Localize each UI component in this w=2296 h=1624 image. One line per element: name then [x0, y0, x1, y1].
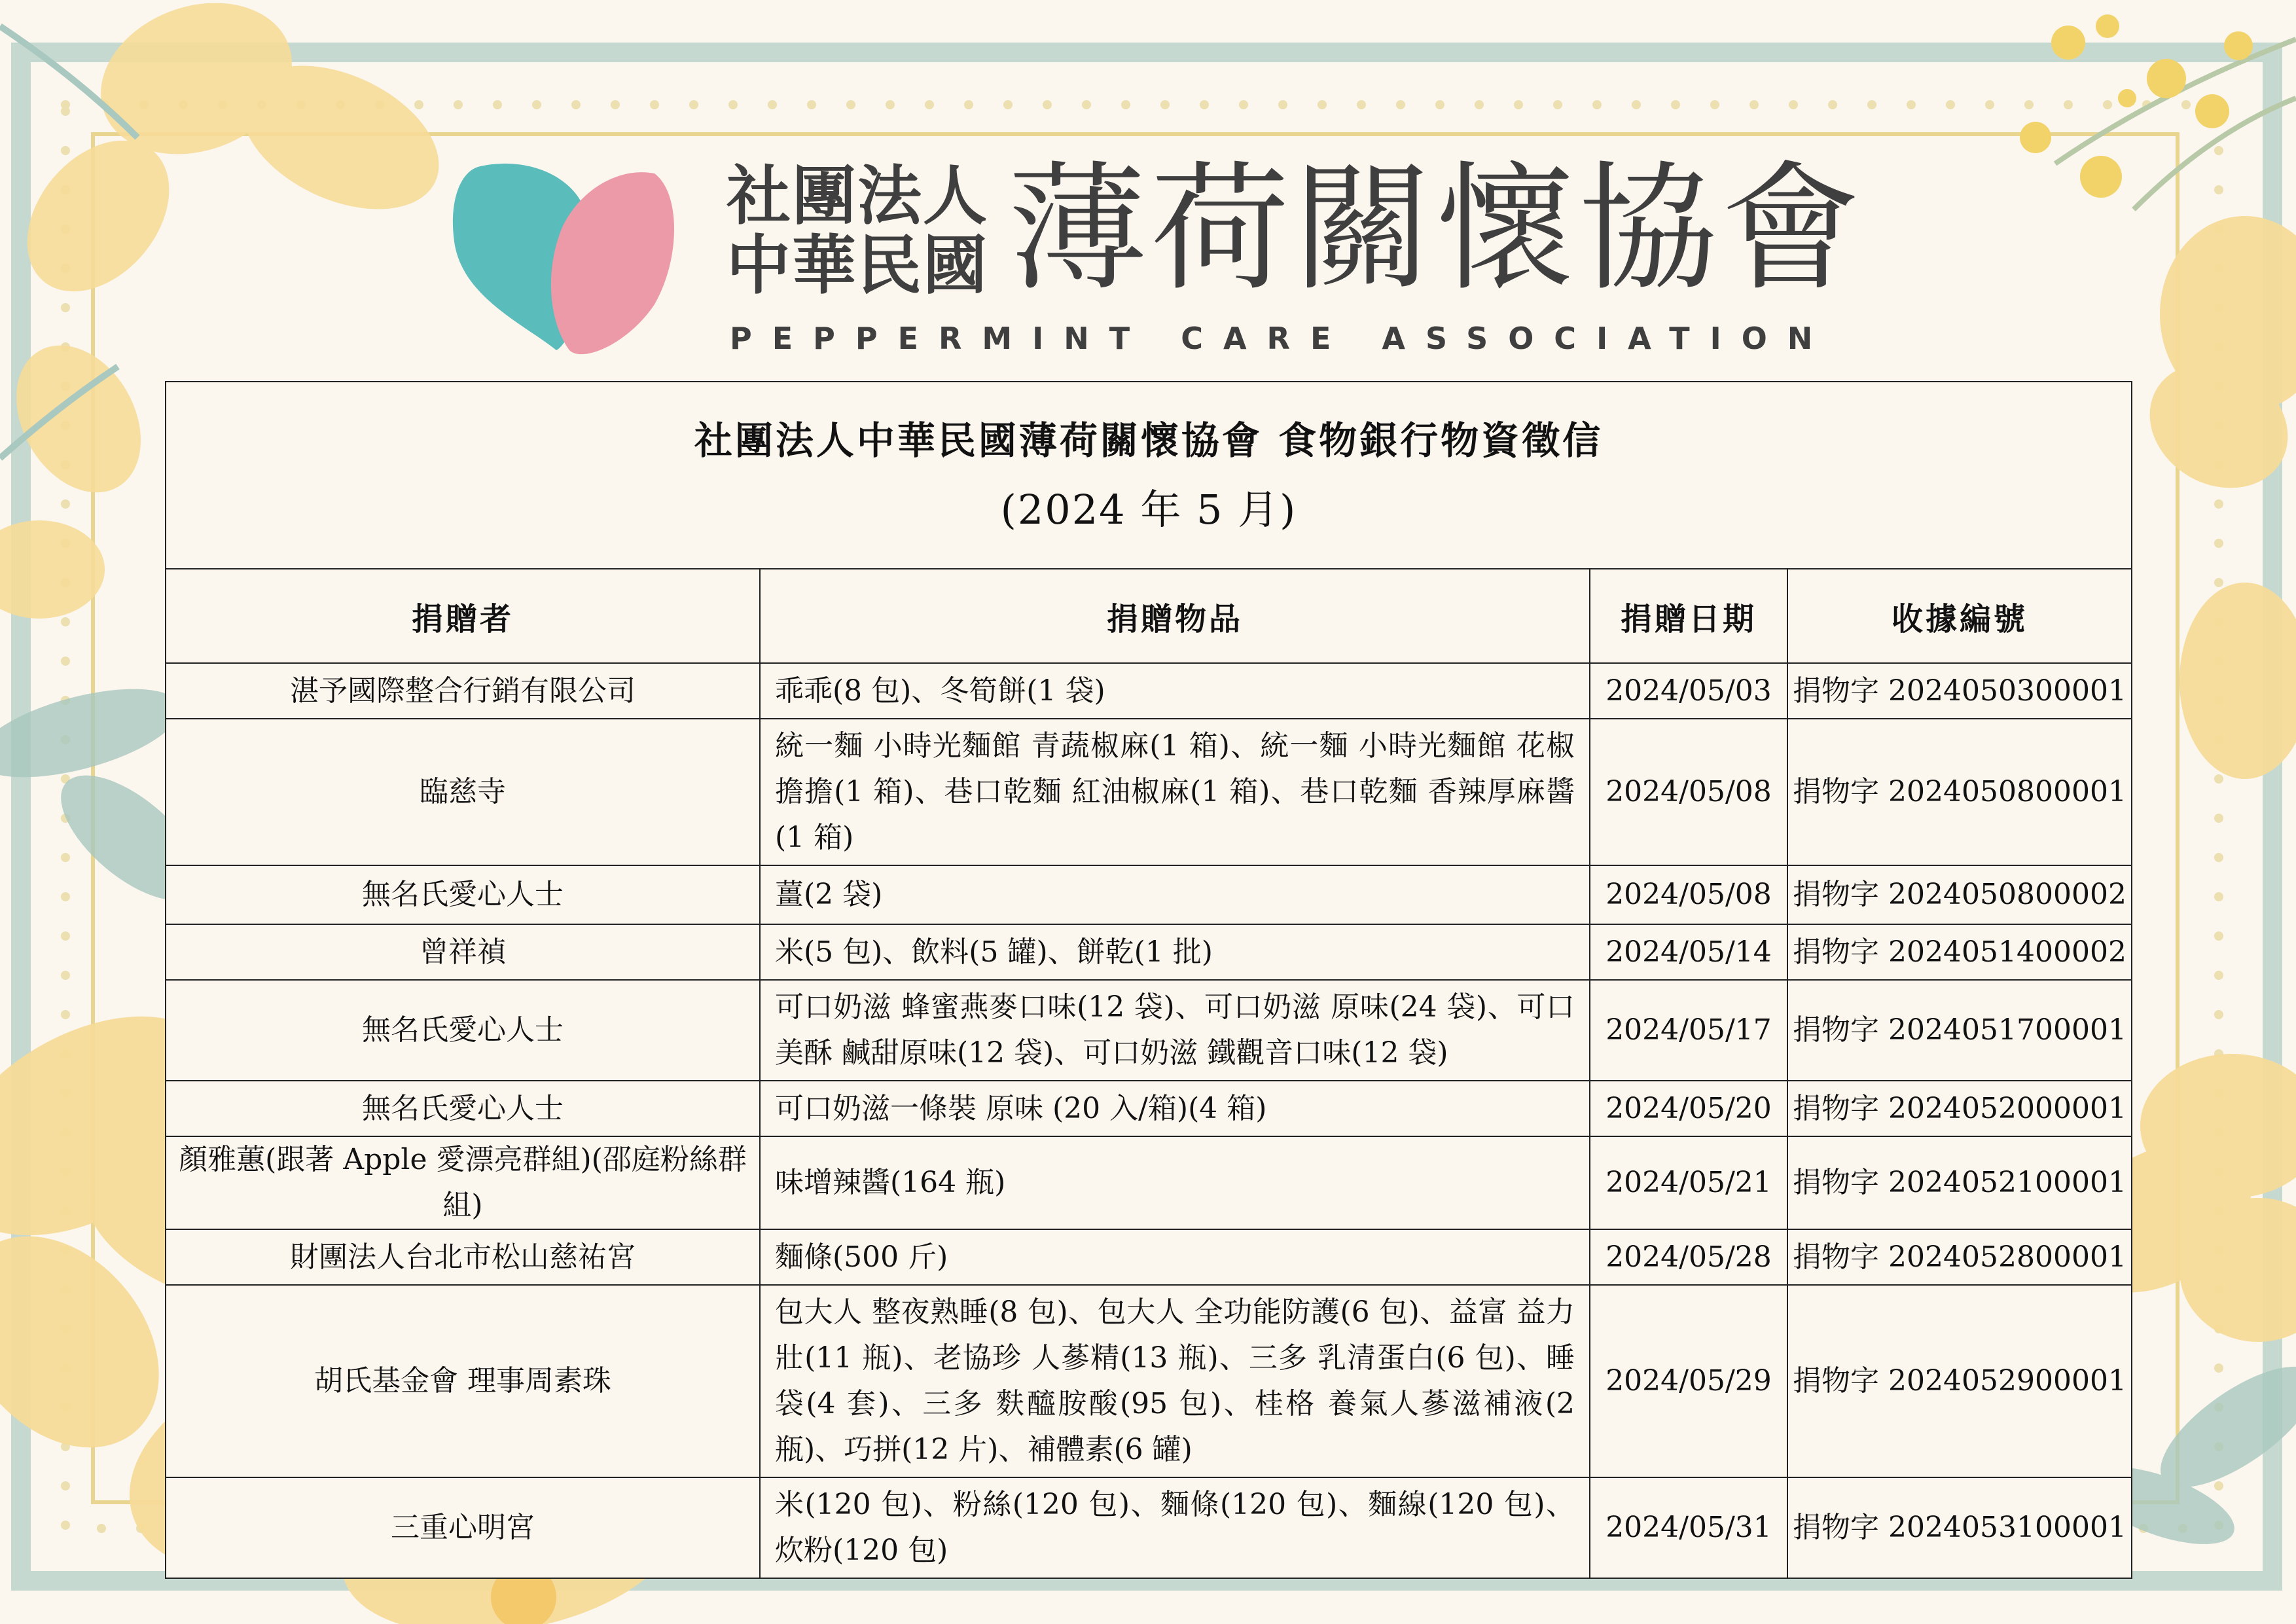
table-row [166, 865, 2132, 924]
receipt-cell: 捐物字 2024051400002 [1787, 924, 2132, 980]
date-cell: 2024/05/17 [1590, 980, 1787, 1081]
table-header-row [166, 569, 2132, 663]
table-row [166, 1477, 2132, 1578]
donation-table [165, 381, 2132, 1579]
donor-cell: 無名氏愛心人士 [166, 865, 760, 924]
receipt-cell: 捐物字 2024052000001 [1787, 1081, 2132, 1136]
items-cell: 包大人 整夜熟睡(8 包)、包大人 全功能防護(6 包)、益富 益力壯(11 瓶)、老協珍 人蔘精(13 瓶)、三多 乳清蛋白(6 包)、睡袋(4 套)、三多 麩醯胺酸(95 包)、桂格 養氣人蔘滋補液(2 瓶)、巧拼(12 片)、補體素(6 罐) [760, 1285, 1590, 1477]
date-cell: 2024/05/28 [1590, 1229, 1787, 1285]
mint-leaves-logo-icon [452, 154, 687, 363]
items-cell: 味增辣醬(164 瓶) [760, 1136, 1590, 1229]
column-header-donor: 捐贈者 [166, 569, 760, 663]
receipt-cell: 捐物字 2024050800002 [1787, 865, 2132, 924]
org-prefix-line2: 中華民國 [726, 228, 989, 303]
donor-cell: 胡氏基金會 理事周素珠 [166, 1285, 760, 1477]
table-title-row [166, 382, 2132, 569]
date-cell: 2024/05/08 [1590, 865, 1787, 924]
items-cell: 米(5 包)、飲料(5 罐)、餅乾(1 批) [760, 924, 1590, 980]
donor-cell: 無名氏愛心人士 [166, 980, 760, 1081]
document-period: (2024 年 5 月) [1000, 486, 1297, 533]
column-header-receipt: 收據編號 [1787, 569, 2132, 663]
table-row [166, 1285, 2132, 1477]
document-title: 社團法人中華民國薄荷關懷協會 食物銀行物資徵信 [694, 418, 1604, 463]
org-name: 薄荷關懷協會 [1008, 148, 1864, 310]
date-cell: 2024/05/03 [1590, 663, 1787, 719]
date-cell: 2024/05/31 [1590, 1477, 1787, 1578]
donor-cell: 顏雅蕙(跟著 Apple 愛漂亮群組)(邵庭粉絲群組) [166, 1136, 760, 1229]
donor-cell: 曾祥禎 [166, 924, 760, 980]
items-cell: 統一麵 小時光麵館 青蔬椒麻(1 箱)、統一麵 小時光麵館 花椒擔擔(1 箱)、巷口乾麵 紅油椒麻(1 箱)、巷口乾麵 香辣厚麻醬(1 箱) [760, 719, 1590, 865]
table-row [166, 663, 2132, 719]
table-title-cell [166, 382, 2132, 569]
table-row [166, 719, 2132, 865]
date-cell: 2024/05/08 [1590, 719, 1787, 865]
date-cell: 2024/05/20 [1590, 1081, 1787, 1136]
association-logo [452, 148, 1864, 363]
org-english-name: PEPPERMINT CARE ASSOCIATION [730, 321, 1833, 356]
donor-cell: 湛予國際整合行銷有限公司 [166, 663, 760, 719]
date-cell: 2024/05/21 [1590, 1136, 1787, 1229]
column-header-items: 捐贈物品 [760, 569, 1590, 663]
table-row [166, 980, 2132, 1081]
receipt-cell: 捐物字 2024050300001 [1787, 663, 2132, 719]
items-cell: 米(120 包)、粉絲(120 包)、麵條(120 包)、麵線(120 包)、炊粉(120 包) [760, 1477, 1590, 1578]
items-cell: 可口奶滋 蜂蜜燕麥口味(12 袋)、可口奶滋 原味(24 袋)、可口美酥 鹹甜原味(12 袋)、可口奶滋 鐵觀音口味(12 袋) [760, 980, 1590, 1081]
donor-cell: 三重心明宮 [166, 1477, 760, 1578]
donor-cell: 臨慈寺 [166, 719, 760, 865]
items-cell: 可口奶滋一條裝 原味 (20 入/箱)(4 箱) [760, 1081, 1590, 1136]
receipt-cell: 捐物字 2024052900001 [1787, 1285, 2132, 1477]
receipt-cell: 捐物字 2024051700001 [1787, 980, 2132, 1081]
table-row [166, 1081, 2132, 1136]
date-cell: 2024/05/14 [1590, 924, 1787, 980]
receipt-cell: 捐物字 2024052800001 [1787, 1229, 2132, 1285]
org-prefix-line1: 社團法人 [726, 159, 989, 234]
receipt-cell: 捐物字 2024050800001 [1787, 719, 2132, 865]
table-row [166, 1229, 2132, 1285]
receipt-cell: 捐物字 2024052100001 [1787, 1136, 2132, 1229]
items-cell: 乖乖(8 包)、冬筍餅(1 袋) [760, 663, 1590, 719]
column-header-date: 捐贈日期 [1590, 569, 1787, 663]
table-row [166, 924, 2132, 980]
items-cell: 麵條(500 斤) [760, 1229, 1590, 1285]
date-cell: 2024/05/29 [1590, 1285, 1787, 1477]
donor-cell: 財團法人台北市松山慈祐宮 [166, 1229, 760, 1285]
receipt-cell: 捐物字 2024053100001 [1787, 1477, 2132, 1578]
donor-cell: 無名氏愛心人士 [166, 1081, 760, 1136]
table-row [166, 1136, 2132, 1229]
org-prefix [726, 159, 989, 303]
items-cell: 薑(2 袋) [760, 865, 1590, 924]
